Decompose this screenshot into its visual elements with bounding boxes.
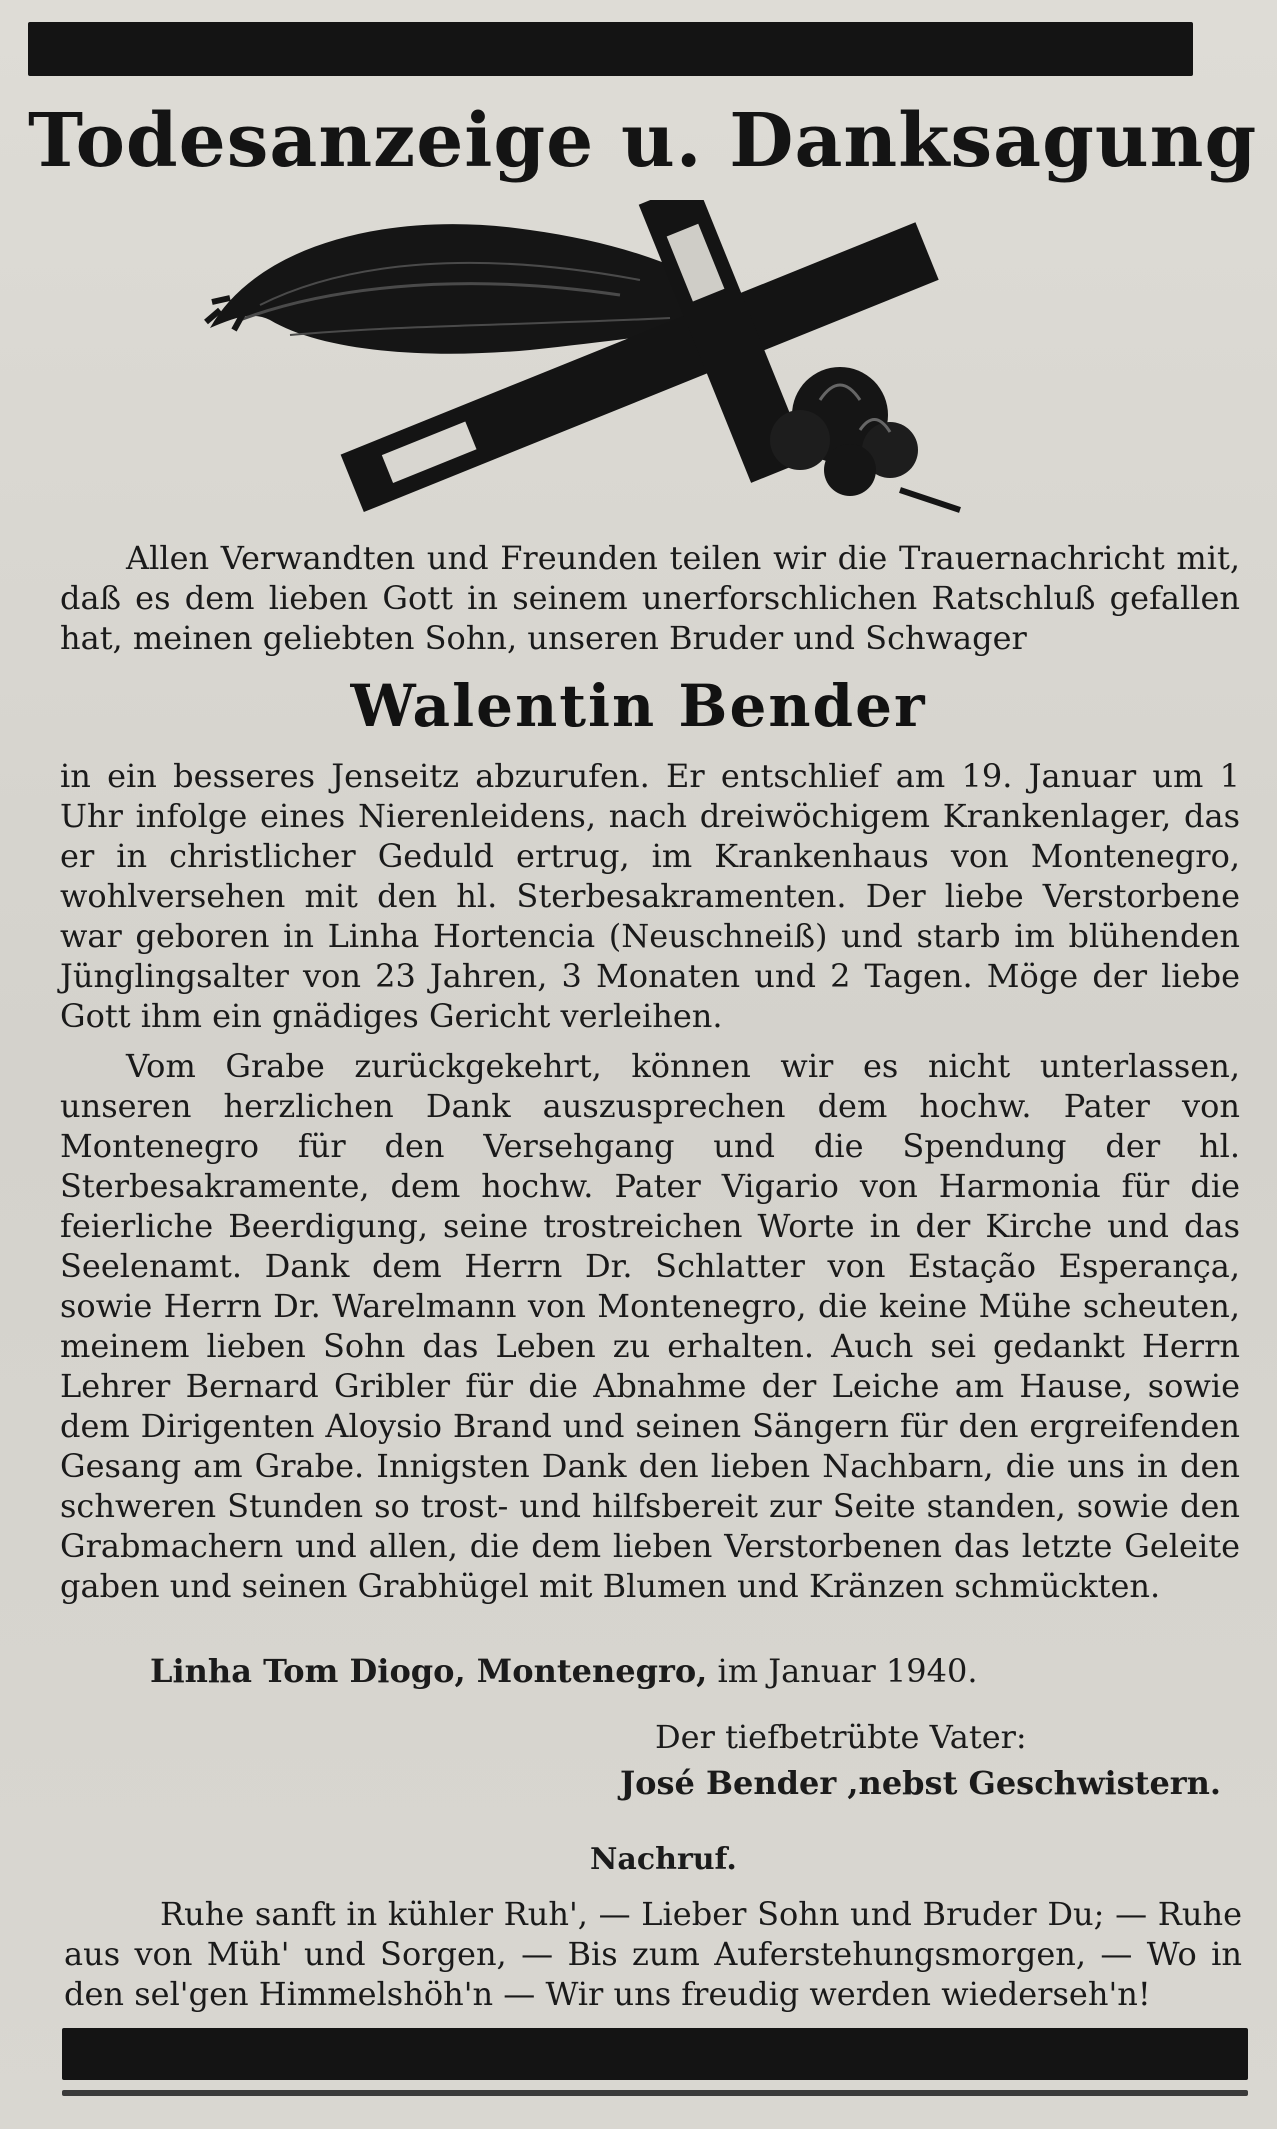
place-name: Linha Tom Diogo, Montenegro, — [150, 1652, 708, 1690]
intro-text: Allen Verwandten und Freunden teilen wir die Trauernachricht mit, daß es dem lieben Gott in seinem unerforschlichen Ratschluß gefallen hat, meinen geliebten Sohn, unseren Bruder und Schwager — [60, 539, 1240, 657]
death-details-paragraph: in ein besseres Jenseitz abzurufen. Er entschlief am 19. Januar um 1 Uhr infolge eines Nierenleidens, nach dreiwöchigem Krankenlager, das er in christlicher Geduld ertrug, im Krankenhaus von Montenegro, wohlversehen mit den hl. Sterbesakramenten. Der liebe Verstorbene war geboren in Linha Hortencia (Neuschneiß) und starb im blühenden Jünglingsalter von 23 Jahren, 3 Monaten und 2 Tagen. Möge der liebe Gott ihm ein gnädiges Gericht verleihen. — [60, 757, 1240, 1035]
deceased-name: Walentin Bender — [350, 672, 927, 740]
thanks-paragraph — [60, 1046, 1240, 1606]
date-text: im Januar 1940. — [717, 1652, 978, 1690]
nachruf-heading: Nachruf. — [590, 1842, 737, 1877]
thanks-text: Vom Grabe zurückgekehrt, können wir es nicht unterlassen, unseren herzlichen Dank auszusprechen dem hochw. Pater von Montenegro für den Versehgang und die Spendung der hl. Sterbesakramente, dem hochw. Pater Vigario von Harmonia für die feierliche Beerdigung, seine trostreichen Worte in der Kirche und das Seelenamt. Dank dem Herrn Dr. Schlatter von Estação Esperança, sowie Herrn Dr. Warelmann von Montenegro, die keine Mühe scheuten, meinem lieben Sohn das Leben zu erhalten. Auch sei gedankt Herrn Lehrer Bernard Gribler für die Abnahme der Leiche am Hause, sowie dem Dirigenten Aloysio Brand und seinen Sängern für den ergreifenden Gesang am Grabe. Innigsten Dank den lieben Nachbarn, die uns in den schweren Stunden so trost- und hilfsbereit zur Seite standen, sowie den Grabmachern und allen, die dem lieben Verstorbenen das letzte Geleite gaben und seinen Grabhügel mit Blumen und Kränzen schmückten. — [60, 1047, 1240, 1605]
nachruf-text: Ruhe sanft in kühler Ruh', — Lieber Sohn und Bruder Du; — Ruhe aus von Müh' und Sorgen, — Bis zum Auferstehungsmorgen, — Wo in den sel'gen Himmelshöh'n — Wir uns freudig werden wiederseh'n! — [64, 1895, 1242, 2013]
bottom-thin-rule — [62, 2090, 1248, 2096]
headline: Todesanzeige u. Danksagung — [28, 98, 1258, 184]
signature-label: Der tiefbetrübte Vater: — [655, 1718, 1027, 1756]
intro-paragraph — [60, 538, 1240, 658]
bottom-black-rule — [62, 2028, 1248, 2080]
top-black-rule — [28, 22, 1193, 76]
nachruf-poem — [64, 1894, 1242, 2014]
place-and-date — [150, 1652, 1150, 1690]
palm-and-cross-icon — [200, 200, 1060, 530]
signature-name: José Bender ,nebst Geschwistern. — [620, 1764, 1222, 1802]
